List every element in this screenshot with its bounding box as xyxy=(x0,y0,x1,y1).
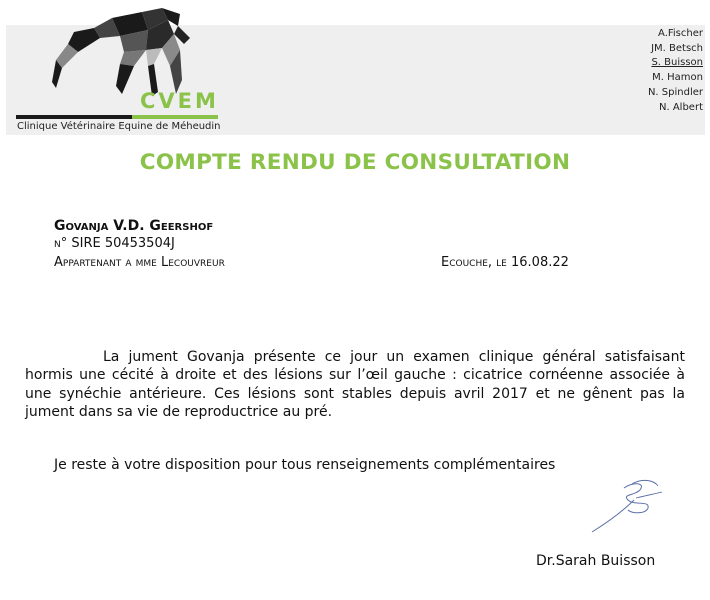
closing-line: Je reste à votre disposition pour tous renseignements complémentaires xyxy=(54,457,556,473)
logo-green-bar xyxy=(132,115,218,119)
patient-name: Govanja V.D. Geershof xyxy=(54,218,214,234)
logo-text: CVEM xyxy=(140,89,219,113)
place-date: Ecouche, le 16.08.22 xyxy=(441,255,569,270)
logo-black-bar xyxy=(16,115,132,119)
clinic-name: Clinique Vétérinaire Equine de Méheudin xyxy=(17,121,221,132)
staff-member: JM. Betsch xyxy=(651,42,703,54)
staff-member: M. Hamon xyxy=(652,72,703,84)
signature-image xyxy=(588,476,668,538)
owner-line: Appartenant a mme Lecouvreur xyxy=(54,255,225,270)
staff-member: A.Fischer xyxy=(658,28,703,39)
staff-member: N. Spindler xyxy=(647,86,703,98)
signer-name: Dr.Sarah Buisson xyxy=(536,553,656,569)
sire-value: SIRE 50453504J xyxy=(67,236,175,251)
consultation-body: La jument Govanja présente ce jour un examen clinique général satisfaisant hormis une cécité à droite et des lésions sur l’œil gauche : cicatrice cornéenne associée à une synéchie antérieure. Ces lésions sont stables depuis avril 2017 et ne gênent pas la jument dans sa vie de reproductrice au pré. xyxy=(25,349,685,420)
staff-member-signer: S. Buisson xyxy=(651,57,703,69)
sire-prefix: n° xyxy=(54,236,68,251)
staff-list xyxy=(648,27,703,115)
sire-number xyxy=(54,236,175,251)
horse-logo-icon xyxy=(50,8,200,100)
staff-member: N. Albert xyxy=(659,101,703,113)
document-title: COMPTE RENDU DE CONSULTATION xyxy=(139,150,571,175)
